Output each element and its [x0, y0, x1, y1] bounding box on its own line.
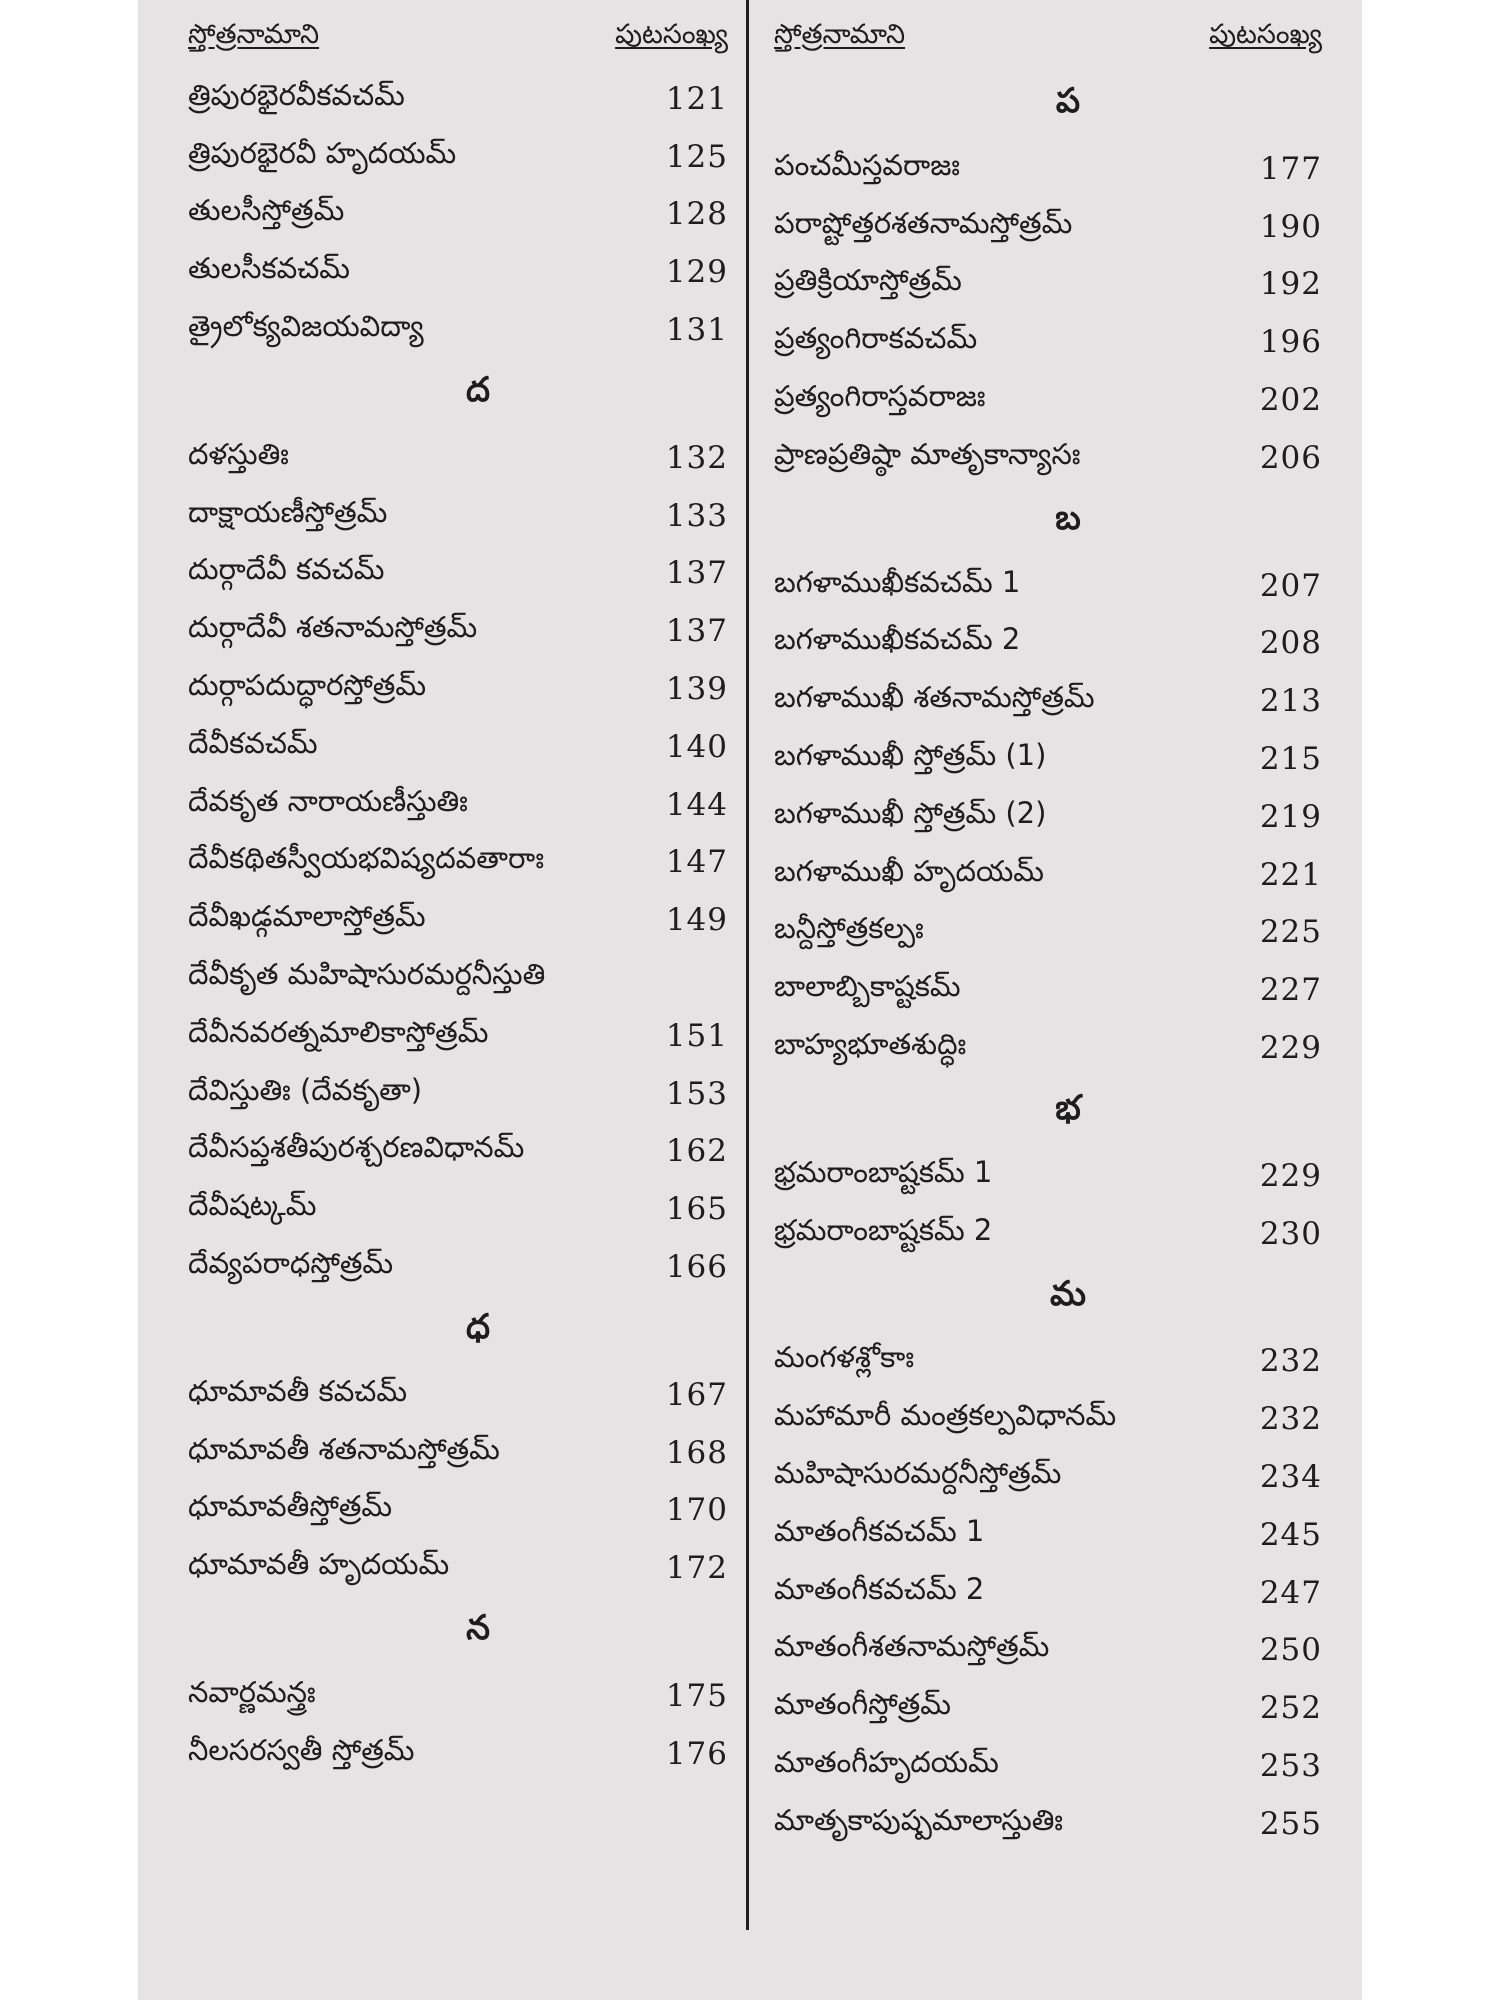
index-entry: [774, 256, 1322, 314]
entry-page-number: 175: [665, 1678, 728, 1715]
right-index-column: [774, 14, 1322, 1853]
entry-title: దేవీకవచమ్: [188, 725, 318, 760]
entry-title: భ్రమరాంబాష్టకమ్ 1: [774, 1154, 993, 1189]
index-entry: [188, 949, 728, 1007]
entry-title: ప్రత్యంగిరాకవచమ్: [774, 321, 978, 356]
index-entry: [774, 1679, 1322, 1737]
index-entry: [774, 1795, 1322, 1853]
index-entry: [188, 545, 728, 603]
book-page: [138, 0, 1362, 2000]
entry-title: త్రిపురభైరవీకవచమ్: [188, 77, 405, 112]
left-entry-list: [188, 70, 728, 1783]
index-entry: [774, 904, 1322, 962]
entry-title: దేవీకృత మహిషాసురమర్దనీస్తుతి: [188, 957, 546, 992]
index-entry: [774, 313, 1322, 371]
entry-title: మాతృకాపుష్పమాలాస్తుతిః: [774, 1802, 1064, 1837]
entry-page-number: 128: [665, 196, 728, 233]
index-entry: [188, 487, 728, 545]
entry-page-number: 206: [1259, 439, 1322, 476]
entry-page-number: 229: [1259, 1030, 1322, 1067]
entry-title: పరాష్టోత్తరశతనామస్తోత్రమ్: [774, 205, 1073, 240]
entry-page-number: 190: [1259, 208, 1322, 245]
index-entry: [774, 846, 1322, 904]
entry-page-number: 168: [665, 1434, 728, 1471]
entry-page-number: 167: [665, 1376, 728, 1413]
right-entry-list: [774, 70, 1322, 1853]
section-letter: బ: [1055, 497, 1081, 538]
entry-title: ధూమావతీస్తోత్రమ్: [188, 1489, 393, 1524]
index-entry: [774, 140, 1322, 198]
entry-title: దేవీకథితస్వీయభవిష్యదవతారాః: [188, 841, 545, 876]
section-letter: మ: [1050, 1273, 1086, 1314]
entry-page-number: 165: [665, 1191, 728, 1228]
index-entry: [774, 1333, 1322, 1391]
index-entry: [188, 1123, 728, 1181]
section-letter: ధ: [465, 1306, 490, 1347]
entry-title: మాతంగీస్తోత్రమ్: [774, 1687, 951, 1722]
entry-title: మాతంగీకవచమ్ 1: [774, 1513, 985, 1548]
index-entry: [774, 371, 1322, 429]
entry-page-number: 162: [665, 1133, 728, 1170]
entry-page-number: 202: [1259, 382, 1322, 419]
header-title-label: స్తోత్రనామాని: [188, 19, 320, 50]
entry-title: దళస్తుతిః: [188, 436, 289, 471]
index-entry: [774, 961, 1322, 1019]
entry-page-number: 172: [665, 1550, 728, 1587]
entry-title: త్రిపురభైరవీ హృదయమ్: [188, 135, 457, 170]
entry-title: మాతంగీకవచమ్ 2: [774, 1571, 985, 1606]
index-entry: [774, 1205, 1322, 1263]
entry-page-number: 129: [665, 254, 728, 291]
index-entry: [774, 672, 1322, 730]
index-entry: [774, 1737, 1322, 1795]
entry-page-number: 247: [1259, 1574, 1322, 1611]
section-letter: ప: [1055, 81, 1081, 121]
entry-title: మాతంగీశతనామస్తోత్రమ్: [774, 1629, 1050, 1664]
entry-page-number: 219: [1259, 798, 1322, 835]
left-index-column: [188, 14, 728, 1783]
index-entry: [188, 1424, 728, 1482]
index-entry: [774, 1448, 1322, 1506]
header-page-label: పుటసంఖ్య: [1209, 19, 1322, 50]
entry-title: ధూమావతీ కవచమ్: [188, 1373, 408, 1408]
entry-title: ప్రాణప్రతిష్ఠా మాతృకాన్యాసః: [774, 436, 1081, 471]
index-entry: [188, 128, 728, 186]
index-entry: [188, 429, 728, 487]
entry-page-number: 132: [665, 439, 728, 476]
entry-page-number: 232: [1259, 1343, 1322, 1380]
index-entry: [774, 198, 1322, 256]
index-entry: [774, 1622, 1322, 1680]
entry-title: దుర్గాదేవీ శతనామస్తోత్రమ్: [188, 610, 478, 645]
entry-title: మహిషాసురమర్దనీస్తోత్రమ్: [774, 1456, 1062, 1491]
index-entry: [188, 1180, 728, 1238]
entry-title: త్రైలోక్యవిజయవిద్యా: [188, 309, 424, 344]
column-header: [774, 14, 1322, 62]
entry-page-number: 147: [665, 844, 728, 881]
entry-title: దాక్షాయణీస్తోత్రమ్: [188, 494, 388, 529]
entry-title: మంగళశ్లోకాః: [774, 1340, 915, 1375]
entry-title: బగళాముఖీ హృదయమ్: [774, 853, 1044, 888]
entry-page-number: 207: [1259, 567, 1322, 604]
entry-title: ధూమావతీ హృదయమ్: [188, 1547, 450, 1582]
entry-title: బాహ్యభూతశుద్ధిః: [774, 1027, 967, 1062]
index-entry: [774, 1019, 1322, 1077]
entry-page-number: 151: [665, 1017, 728, 1054]
entry-title: దేవీనవరత్నమాలికాస్తోత్రమ్: [188, 1014, 489, 1049]
entry-title: దుర్గాదేవీ కవచమ్: [188, 552, 385, 587]
index-entry: [188, 776, 728, 834]
entry-page-number: 196: [1259, 324, 1322, 361]
entry-title: నవార్ణమన్త్రః: [188, 1675, 316, 1710]
entry-page-number: 137: [665, 555, 728, 592]
entry-page-number: 137: [665, 613, 728, 650]
entry-title: బగళాముఖీ శతనామస్తోత్రమ్: [774, 680, 1095, 715]
index-entry: [188, 70, 728, 128]
header-page-label: పుటసంఖ్య: [615, 19, 728, 50]
index-entry: [188, 1539, 728, 1597]
column-divider: [746, 0, 749, 1930]
entry-title: బగళాముఖీకవచమ్ 2: [774, 622, 1021, 657]
entry-page-number: 208: [1259, 625, 1322, 662]
entry-page-number: 139: [665, 671, 728, 708]
entry-page-number: 227: [1259, 972, 1322, 1009]
entry-page-number: 153: [665, 1075, 728, 1112]
index-entry: [774, 1390, 1322, 1448]
entry-page-number: 192: [1259, 266, 1322, 303]
index-entry: [188, 718, 728, 776]
entry-page-number: 176: [665, 1735, 728, 1772]
entry-title: బగళాముఖీ స్తోత్రమ్ (2): [774, 795, 1047, 830]
entry-page-number: 177: [1259, 150, 1322, 187]
entry-title: బగళాముఖీ స్తోత్రమ్ (1): [774, 738, 1047, 773]
entry-page-number: 245: [1259, 1516, 1322, 1553]
entry-title: ధూమావతీ శతనామస్తోత్రమ్: [188, 1431, 500, 1466]
entry-title: ప్రతిక్రియాస్తోత్రమ్: [774, 263, 962, 298]
section-letter: ద: [465, 369, 490, 410]
index-entry: [188, 1725, 728, 1783]
index-entry: [774, 788, 1322, 846]
entry-title: పంచమీస్తవరాజః: [774, 147, 960, 182]
entry-page-number: 253: [1259, 1748, 1322, 1785]
entry-page-number: 166: [665, 1249, 728, 1286]
index-entry: [774, 1506, 1322, 1564]
entry-page-number: 133: [665, 497, 728, 534]
section-letter: భ: [1055, 1087, 1081, 1128]
index-entry: [774, 557, 1322, 615]
index-entry: [188, 1007, 728, 1065]
entry-title: దేవిస్తుతిః (దేవకృతా): [188, 1072, 423, 1107]
entry-title: తులసీస్తోత్రమ్: [188, 193, 345, 228]
column-header: [188, 14, 728, 62]
entry-title: దేవీఖడ్గమాలాస్తోత్రమ్: [188, 899, 426, 934]
entry-page-number: 230: [1259, 1215, 1322, 1252]
index-entry: [188, 1366, 728, 1424]
index-entry: [188, 1238, 728, 1296]
entry-title: మాతంగీహృదయమ్: [774, 1745, 999, 1780]
entry-page-number: 149: [665, 902, 728, 939]
index-entry: [774, 730, 1322, 788]
entry-page-number: 125: [665, 138, 728, 175]
entry-title: దేవీషట్కమ్: [188, 1188, 317, 1223]
entry-page-number: 234: [1259, 1459, 1322, 1496]
entry-title: భ్రమరాంబాష్టకమ్ 2: [774, 1212, 993, 1247]
entry-page-number: 225: [1259, 914, 1322, 951]
entry-title: దేవీసప్తశతీపురశ్చరణవిధానమ్: [188, 1130, 525, 1165]
index-entry: [188, 834, 728, 892]
entry-page-number: 213: [1259, 683, 1322, 720]
entry-page-number: 221: [1259, 856, 1322, 893]
entry-page-number: 170: [665, 1492, 728, 1529]
index-entry: [188, 186, 728, 244]
header-title-label: స్తోత్రనామాని: [774, 19, 906, 50]
entry-page-number: 229: [1259, 1157, 1322, 1194]
index-entry: [774, 1564, 1322, 1622]
entry-page-number: 131: [665, 312, 728, 349]
entry-page-number: 255: [1259, 1805, 1322, 1842]
index-entry: [188, 1482, 728, 1540]
entry-page-number: 252: [1259, 1690, 1322, 1727]
entry-title: మహామారీ మంత్రకల్పవిధానమ్: [774, 1398, 1117, 1433]
index-entry: [188, 602, 728, 660]
index-entry: [188, 301, 728, 359]
entry-title: దేవకృత నారాయణీస్తుతిః: [188, 783, 468, 818]
entry-title: దుర్గాపదుద్ధారస్తోత్రమ్: [188, 668, 427, 703]
entry-page-number: 250: [1259, 1632, 1322, 1669]
entry-title: తులసీకవచమ్: [188, 251, 350, 286]
entry-page-number: 232: [1259, 1401, 1322, 1438]
index-entry: [774, 1147, 1322, 1205]
section-letter: న: [466, 1608, 490, 1649]
entry-title: బాలాబ్బికాష్టకమ్: [774, 969, 961, 1004]
entry-page-number: 215: [1259, 741, 1322, 778]
entry-page-number: 144: [665, 786, 728, 823]
index-entry: [774, 615, 1322, 673]
index-entry: [188, 1667, 728, 1725]
entry-page-number: 121: [665, 80, 728, 117]
index-entry: [188, 891, 728, 949]
index-entry: [188, 660, 728, 718]
index-entry: [188, 243, 728, 301]
entry-title: ప్రత్యంగిరాస్తవరాజః: [774, 379, 986, 414]
entry-title: బగళాముఖీకవచమ్ 1: [774, 564, 1021, 599]
index-entry: [774, 429, 1322, 487]
index-entry: [188, 1065, 728, 1123]
entry-title: నీలసరస్వతీ స్తోత్రమ్: [188, 1732, 415, 1767]
entry-title: బన్దీస్తోత్రకల్పః: [774, 911, 924, 946]
entry-page-number: 140: [665, 728, 728, 765]
entry-title: దేవ్యపరాధస్తోత్రమ్: [188, 1246, 394, 1281]
